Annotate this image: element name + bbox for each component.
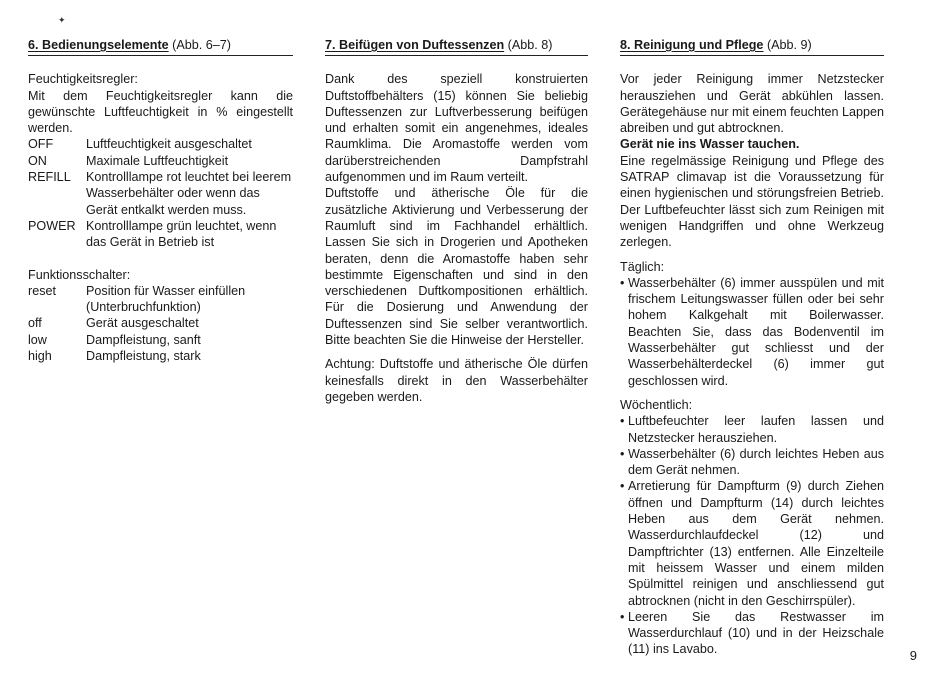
daily-title: Täglich:	[620, 259, 665, 274]
setting-key: ON	[28, 153, 47, 168]
setting-key: reset	[28, 283, 56, 298]
list-item: • Luftbefeuchter leer laufen lassen und Netzstecker herausziehen.	[620, 413, 884, 446]
section-cleaning	[620, 37, 884, 658]
list-item: • Arretierung für Dampfturm (9) durch Ziehen öffnen und Dampfturm (14) durch leichtes Heben aus dem Gerät nehmen. Wasserdurchlaufdeckel (12) und Dampftrichter (13) entfernen. Alle Einzelteile mit heissem Wasser und einem milden Spülmittel reinigen und anschliessend gut abtrocknen (nicht in den Geschirrspüler).	[620, 478, 884, 608]
daily-list	[620, 275, 884, 389]
weekly-list	[620, 413, 884, 657]
function-title: Funktionsschalter:	[28, 267, 131, 282]
section-fragrance	[325, 37, 588, 405]
setting-key: off	[28, 316, 42, 331]
humidity-settings-list	[28, 136, 293, 250]
paragraph: Dank des speziell konstruierten Duftstoffbehälters (15) können Sie beliebig Duftessenzen zur Luftverbesserung beifügen und erhalten somit ein angenehmes, ideales Raumklima. Die Aromastoffe werden vom darüberstreichenden Dampfstrahl aufgenommen und im Raum verteilt.	[325, 72, 588, 185]
heading-text: 7. Beifügen von Duftessenzen	[325, 38, 505, 52]
setting-description: Dampfleistung, stark	[86, 349, 201, 364]
setting-description: Maximale Luftfeuchtigkeit	[86, 153, 229, 168]
humidity-intro: Mit dem Feuchtigkeitsregler kann die gewünschte Luftfeuchtigkeit in % eingestellt werden.	[28, 88, 293, 136]
humidity-title: Feuchtigkeitsregler:	[28, 72, 138, 87]
section-heading	[325, 37, 588, 56]
section-heading	[28, 37, 293, 56]
heading-figure-ref: (Abb. 6–7)	[172, 38, 231, 52]
warning-paragraph: Achtung: Duftstoffe und ätherische Öle dürfen keinesfalls direkt in den Wasserbehälter gegeben werden.	[325, 357, 588, 404]
page-number: 9	[909, 648, 917, 663]
weekly-title: Wöchentlich:	[620, 397, 693, 412]
setting-description: Kontrolllampe grün leuchtet, wenn das Gerät in Betrieb ist	[86, 218, 277, 250]
setting-key: POWER	[28, 218, 76, 233]
function-settings-list	[28, 283, 293, 364]
setting-description: Luftfeuchtigkeit ausgeschaltet	[86, 137, 252, 152]
setting-description: Position für Wasser einfüllen (Unterbruchfunktion)	[86, 283, 246, 315]
heading-figure-ref: (Abb. 8)	[507, 38, 553, 52]
paragraph: Vor jeder Reinigung immer Netzstecker herausziehen und Gerät abkühlen lassen. Gerätegehäuse nur mit einem feuchten Lappen abreiben und gut abtrocknen.	[620, 72, 884, 136]
list-item: • Leeren Sie das Restwasser im Wasserdurchlauf (10) und in der Heizschale (11) ins Lavabo.	[620, 609, 884, 658]
list-item: • Wasserbehälter (6) durch leichtes Heben aus dem Gerät nehmen.	[620, 446, 884, 479]
setting-description: Dampfleistung, sanft	[86, 332, 201, 347]
scan-mark: ✦	[58, 15, 66, 25]
heading-text: 8. Reinigung und Pflege	[620, 38, 764, 52]
bold-warning: Gerät nie ins Wasser tauchen.	[620, 137, 800, 152]
setting-description: Gerät ausgeschaltet	[86, 316, 199, 331]
list-item: • Wasserbehälter (6) immer ausspülen und mit frischem Leitungswasser füllen oder bei sehr hohem Kalkgehalt mit Boilerwasser. Beachten Sie, dass das Bodenventil im Wasserbehälter gut schliesst und der Wasserbehälterdeckel (6) immer gut geschlossen wird.	[620, 275, 884, 389]
setting-key: high	[28, 349, 52, 364]
section-controls	[28, 37, 293, 364]
paragraph: Duftstoffe und ätherische Öle für die zusätzliche Aktivierung und Verbesserung der Raumluft sind im Fachhandel erhältlich. Lassen Sie sich in Drogerien und Apotheken beraten, denn die Aromastoffe haben sehr bestimmte Eigenschaften und sind in den verschiedenen Duftkompositionen erhältlich. Für die Dosierung und Anwendung der Duftessenzen sind Sie selber verantwortlich. Bitte beachten Sie die Hinweise der Hersteller.	[325, 186, 588, 348]
setting-key: OFF	[28, 137, 54, 152]
setting-description: Kontrolllampe rot leuchtet bei leerem Wasserbehälter oder wenn das Gerät entkalkt werden muss.	[86, 170, 292, 217]
paragraph: Eine regelmässige Reinigung und Pflege des SATRAP climavap ist die Voraussetzung für einen hygienischen und störungsfreien Betrieb. Der Luftbefeuchter lässt sich zum Reinigen mit wenigen Handgriffen und ohne Werkzeug zerlegen.	[620, 153, 884, 250]
setting-key: REFILL	[28, 170, 71, 185]
setting-key: low	[28, 332, 47, 347]
heading-figure-ref: (Abb. 9)	[766, 38, 812, 52]
section-heading	[620, 37, 884, 56]
heading-text: 6. Bedienungselemente	[28, 38, 169, 52]
